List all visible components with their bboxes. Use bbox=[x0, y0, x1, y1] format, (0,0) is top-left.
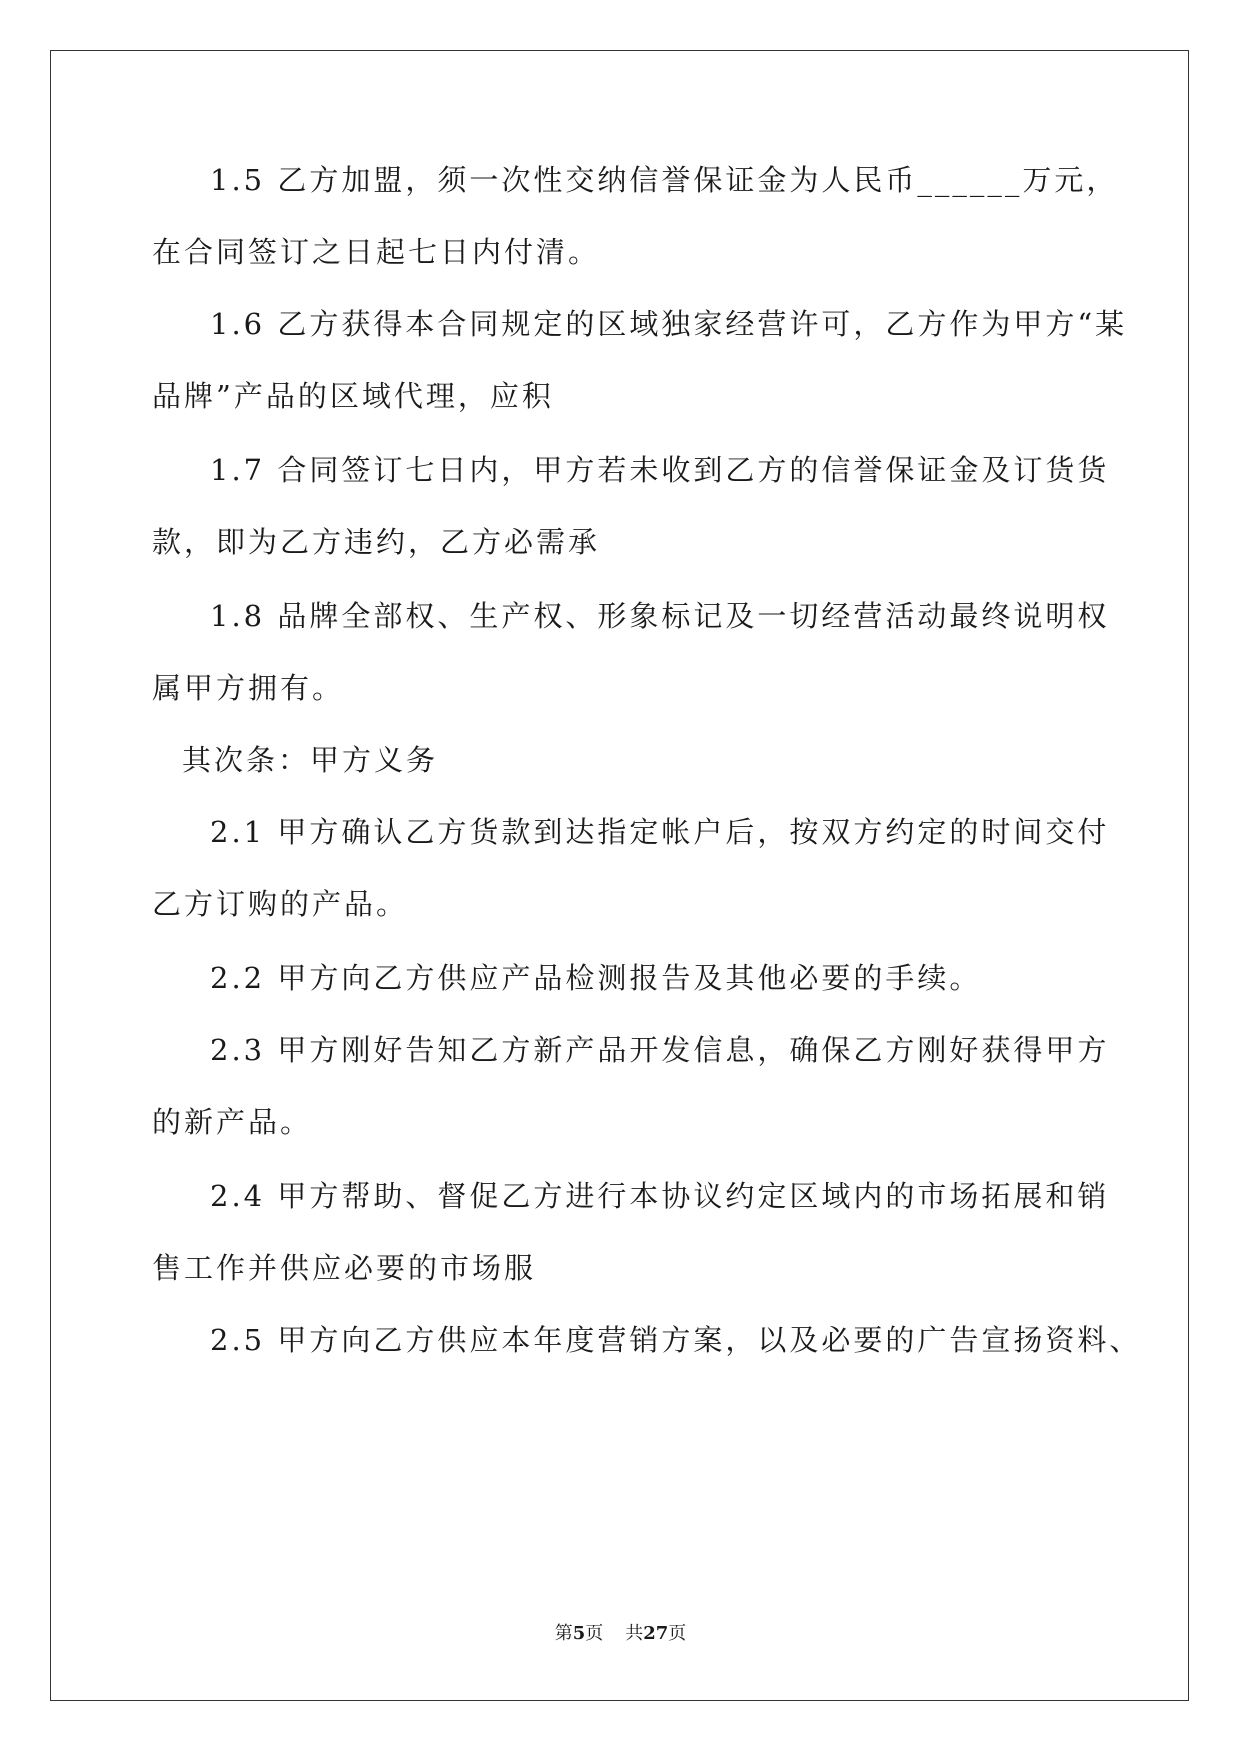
paragraph-2-5-line-1: 2.5 甲方向乙方供应本年度营销方案，以及必要的广告宣扬资料、 bbox=[210, 1323, 1142, 1357]
paragraph-1-5-line-1: 1.5 乙方加盟，须一次性交纳信誉保证金为人民币______万元， bbox=[210, 163, 1119, 197]
page-border bbox=[50, 50, 1189, 1701]
paragraph-1-8-line-2: 属甲方拥有。 bbox=[152, 671, 345, 705]
paragraph-1-7-line-1: 1.7 合同签订七日内，甲方若未收到乙方的信誉保证金及订货货 bbox=[210, 453, 1110, 487]
page-suffix: 页 bbox=[585, 1623, 604, 1644]
paragraph-2-4-line-1: 2.4 甲方帮助、督促乙方进行本协议约定区域内的市场拓展和销 bbox=[210, 1179, 1110, 1213]
section-heading-article-2: 其次条：甲方义务 bbox=[182, 743, 439, 777]
paragraph-2-1-line-2: 乙方订购的产品。 bbox=[152, 887, 409, 921]
paragraph-1-5-line-2: 在合同签订之日起七日内付清。 bbox=[152, 235, 601, 269]
total-pages: 27 bbox=[643, 1623, 669, 1644]
page-footer bbox=[0, 1622, 1241, 1646]
paragraph-1-6-line-1: 1.6 乙方获得本合同规定的区域独家经营许可，乙方作为甲方“某 bbox=[210, 307, 1128, 341]
paragraph-2-4-line-2: 售工作并供应必要的市场服 bbox=[152, 1251, 537, 1285]
paragraph-1-6-line-2: 品牌”产品的区域代理，应积 bbox=[152, 379, 554, 413]
total-suffix: 页 bbox=[668, 1623, 687, 1644]
total-prefix: 共 bbox=[625, 1623, 644, 1644]
paragraph-1-7-line-2: 款，即为乙方违约，乙方必需承 bbox=[152, 525, 601, 559]
paragraph-1-8-line-1: 1.8 品牌全部权、生产权、形象标记及一切经营活动最终说明权 bbox=[210, 599, 1110, 633]
paragraph-2-3-line-1: 2.3 甲方刚好告知乙方新产品开发信息，确保乙方刚好获得甲方 bbox=[210, 1033, 1110, 1067]
paragraph-2-3-line-2: 的新产品。 bbox=[152, 1105, 313, 1139]
page-number: 5 bbox=[572, 1623, 586, 1644]
page-prefix: 第 bbox=[554, 1623, 573, 1644]
paragraph-2-1-line-1: 2.1 甲方确认乙方货款到达指定帐户后，按双方约定的时间交付 bbox=[210, 815, 1110, 849]
paragraph-2-2-line-1: 2.2 甲方向乙方供应产品检测报告及其他必要的手续。 bbox=[210, 961, 982, 995]
